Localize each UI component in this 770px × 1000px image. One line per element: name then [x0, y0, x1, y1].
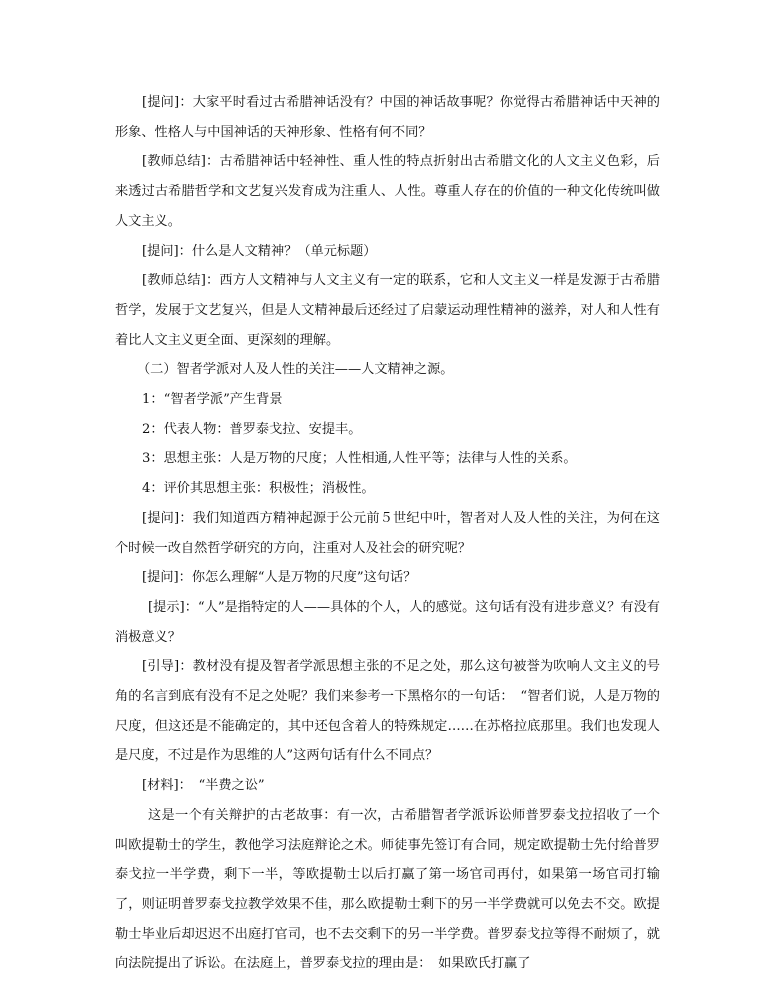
section-heading-sophists: （二）智者学派对人及人性的关注——人文精神之源。: [137, 362, 454, 378]
paragraph-material-title: [材料]： “半费之讼”: [142, 778, 265, 794]
paragraph-question-measure: [提问]：你怎么理解“人是万物的尺度”这句话？: [142, 570, 417, 586]
paragraph-teacher-summary-spirit: [教师总结]：西方人文精神与人文主义有一定的联系，它和人文主义一样是发源于古希腊哲学，发展于文艺复兴，但是人文精神最后还经过了启蒙运动理性精神的滋养，对人和人性有着比人文主义更全面、更深刻的理解。: [115, 273, 660, 348]
paragraph-guide-hegel: [引导]：教材没有提及智者学派思想主张的不足之处，那么这句被誉为吹响人文主义的号角的名言到底有没有不足之处呢？我们来参考一下黑格尔的一句话： “智者们说，人是万物的尺度，但这还是不能确定的，其中还包含着人的特殊规定……在苏格拉底那里。我们也发现人是尺度，不过是作为思维的人”这两句话有什么不同点？: [115, 659, 660, 764]
document-body: [115, 88, 660, 979]
paragraph-material-story: 这是一个有关辩护的古老故事：有一次，古希腊智者学派诉讼师普罗泰戈拉招收了一个叫欧提勒士的学生，教他学习法庭辩论之术。师徒事先签订有合同，规定欧提勒士先付给普罗泰戈拉一半学费，剩下一半，等欧提勒士以后打赢了第一场官司再付，如果第一场官司打输了，则证明普罗泰戈拉教学效果不佳，那么欧提勒士剩下的另一半学费就可以免去不交。欧提勒士毕业后却迟迟不出庭打官司，也不去交剩下的另一半学费。普罗泰戈拉等得不耐烦了，就向法院提出了诉讼。在法庭上，普罗泰戈拉的理由是： 如果欧氏打赢了: [115, 807, 660, 972]
paragraph-hint: [提示]：“人”是指特定的人——具体的个人，人的感觉。这句话有没有进步意义？有没有消极意义？: [115, 599, 660, 645]
list-item-ideas: 3：思想主张：人是万物的尺度；人性相通,人性平等；法律与人性的关系。: [142, 451, 577, 467]
paragraph-question-greek-myth: [提问]：大家平时看过古希腊神话没有？中国的神话故事呢？你觉得古希腊神话中天神的形象、性格人与中国神话的天神形象、性格有何不同？: [115, 95, 660, 140]
list-item-evaluation: 4：评价其思想主张：积极性；消极性。: [142, 481, 375, 497]
paragraph-question-humanistic-spirit: [提问]：什么是人文精神？（单元标题）: [142, 243, 377, 259]
list-item-representatives: 2：代表人物：普罗泰戈拉、安提丰。: [142, 421, 362, 437]
list-item-background: 1：“智者学派”产生背景: [142, 392, 283, 408]
paragraph-teacher-summary-humanism: [教师总结]：古希腊神话中轻神性、重人性的特点折射出古希腊文化的人文主义色彩，后来透过古希腊哲学和文艺复兴发育成为注重人、人性。尊重人存在的价值的一种文化传统叫做人文主义。: [115, 154, 660, 229]
paragraph-question-origin: [提问]：我们知道西方精神起源于公元前５世纪中叶，智者对人及人性的关注，为何在这个时候一改自然哲学研究的方向，注重对人及社会的研究呢？: [115, 510, 660, 556]
